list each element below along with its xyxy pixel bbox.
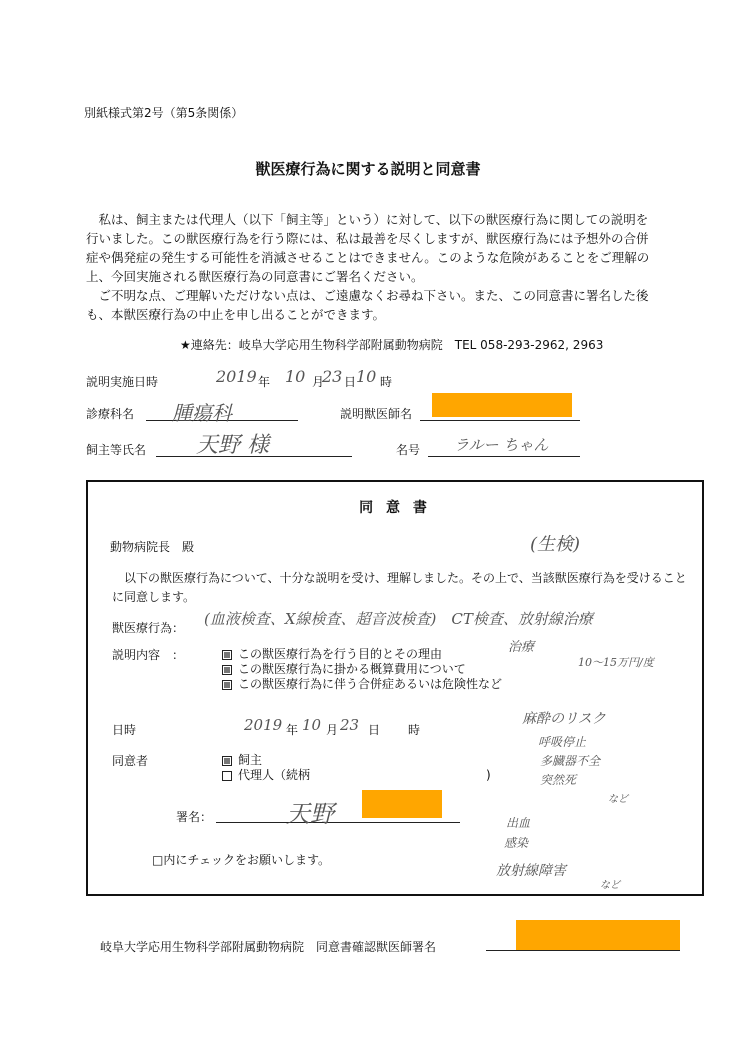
option-owner[interactable]: 飼主 [222,751,262,769]
risk-note: 感染 [504,836,529,850]
checkbox-icon[interactable] [222,650,232,660]
details-label: 説明内容 ： [112,648,185,662]
check-instruction: □内にチェックをお願いします。 [152,853,331,867]
consent-date-day[interactable]: 23 [340,716,360,734]
consenter-label: 同意者 [112,754,149,768]
procedure-note-treatment[interactable]: 治療 [508,640,535,655]
department-label: 診療科名 [86,407,135,421]
checkbox-icon[interactable] [222,665,232,675]
procedure-value[interactable]: (血液検査、X線検査、超音波検査) CT検査、放射線治療 [204,610,593,628]
hour-label: 時 [380,375,393,389]
day-label: 日 [344,375,357,389]
detail-item[interactable]: この獣医療行為に掛かる概算費用について [222,660,466,678]
procedure-label: 獣医療行為： [112,621,185,635]
consent-heading: 同 意 書 [359,500,431,516]
pet-name-line [428,456,580,457]
consent-day-label: 日 [368,723,381,737]
explanation-date-hour[interactable]: 10 [356,367,377,386]
vet-name-line [420,420,580,421]
footer-signature-line [486,950,680,951]
owner-name-value[interactable]: 天野 様 [196,433,269,458]
risk-note: など [608,794,628,805]
risk-note: 出血 [506,816,531,830]
risk-note: 放射線障害 [496,863,566,879]
year-label: 年 [258,375,271,389]
checkbox-icon[interactable] [222,680,232,690]
consent-hour-label: 時 [408,723,421,737]
addressee: 動物病院長 殿 [110,540,195,554]
department-value[interactable]: 腫瘍科 [172,401,232,425]
owner-name-label: 飼主等氏名 [86,443,147,457]
signature-value[interactable]: 天野 [286,800,334,828]
explanation-date-day[interactable]: 23 [322,367,343,386]
intro-paragraph-1: 私は、飼主または代理人（以下「飼主等」という）に対して、以下の獣医療行為に関しての説明を行いました。この獣医療行為を行う際には、私は最善を尽くしますが、獣医療行為には予想外の合併症や偶発症の発生する可能性を消滅させることはできません。このような危険があることをご理解の上、今回実施される獣医療行為の同意書にご署名ください。 [86,212,650,284]
month-label: 月 [312,375,325,389]
cost-note[interactable]: 10〜15万円/度 [578,656,654,669]
risk-note: 麻酔のリスク [522,711,606,727]
risk-note: など [600,880,620,891]
option-proxy-close: ) [486,768,491,782]
risk-note: 多臓器不全 [540,754,601,768]
checkbox-icon[interactable] [222,771,232,781]
checkbox-icon[interactable] [222,756,232,766]
form-reference: 別紙様式第2号（第5条関係） [84,106,244,120]
intro-paragraph-2: ご不明な点、ご理解いただけない点は、ご遠慮なくお尋ね下さい。また、この同意書に署名した後も、本獣医療行為の中止を申し出ることができます。 [86,288,649,322]
redacted-footer-signature [516,920,680,950]
explanation-date-label: 説明実施日時 [86,375,159,389]
consent-year-label: 年 [286,723,299,737]
redacted-signature [362,790,442,818]
page-title: 獣医療行為に関する説明と同意書 [255,160,481,178]
risk-note: 呼吸停止 [538,735,587,749]
consent-statement: 以下の獣医療行為について、十分な説明を受け、理解しました。その上で、当該獣医療行為を受けることに同意します。 [112,571,687,604]
consent-month-label: 月 [326,723,339,737]
signature-label: 署名： [176,810,213,824]
procedure-note[interactable]: (生検) [530,534,581,555]
footer-text: 岐阜大学応用生物科学部附属動物病院 同意書確認獣医師署名 [100,940,437,954]
pet-name-label: 名号 [396,443,421,457]
signature-line [216,822,460,823]
consent-date-month[interactable]: 10 [302,716,322,734]
option-proxy[interactable]: 代理人（続柄 [222,766,310,784]
consent-date-year[interactable]: 2019 [244,716,283,734]
explanation-date-month[interactable]: 10 [285,367,306,386]
detail-item[interactable]: この獣医療行為に伴う合併症あるいは危険性など [222,675,502,693]
pet-name-value[interactable]: ラルー ちゃん [454,436,549,454]
risk-note: 突然死 [540,773,577,787]
consent-date-label: 日時 [112,723,137,737]
contact-line: ★連絡先：岐阜大学応用生物科学部附属動物病院 TEL 058-293-2962, 2963 [180,338,604,352]
redacted-vet-name [432,393,572,417]
vet-name-label: 説明獣医師名 [340,407,413,421]
detail-item[interactable]: この獣医療行為を行う目的とその理由 [222,645,442,663]
explanation-date-year[interactable]: 2019 [216,367,257,386]
